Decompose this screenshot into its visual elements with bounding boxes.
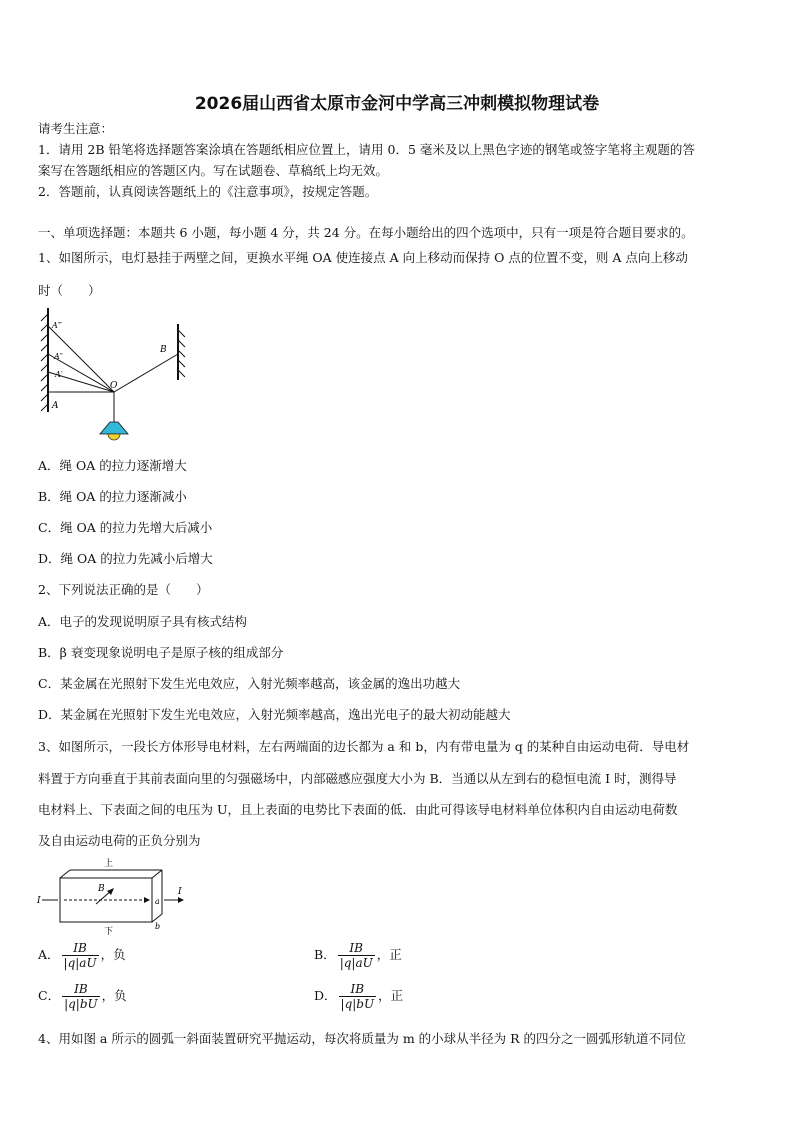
option-letter: C．	[38, 988, 61, 1003]
option-letter: B．	[314, 947, 336, 962]
label-a3: A‴	[52, 321, 62, 330]
q3-option-c	[38, 982, 127, 1011]
numerator: IB	[73, 941, 87, 955]
q2-option-d: D．某金属在光照射下发生光电效应，入射光频率越高，逸出光电子的最大初动能越大	[38, 707, 511, 722]
fraction	[339, 982, 377, 1011]
q1-figure	[38, 304, 198, 448]
label-a2: A″	[54, 352, 63, 361]
denominator: |q|aU	[63, 956, 97, 970]
notice-heading: 请考生注意：	[38, 121, 114, 136]
label-o: O	[110, 381, 118, 391]
label-i-right: I	[178, 887, 182, 897]
q1-stem-line-1: 1、如图所示，电灯悬挂于两壁之间，更换水平绳 OA 使连接点 A 向上移动而保持 O 点的位置不变，则 A 点向上移动	[38, 250, 688, 265]
q3-stem-line-2: 料置于方向垂直于其前表面向里的匀强磁场中，内部磁感应强度大小为 B．当通以从左到右的稳恒电流 I 时，测得导	[38, 771, 677, 786]
q3-option-b	[314, 941, 402, 970]
section-heading: 一、单项选择题：本题共 6 小题，每小题 4 分，共 24 分。在每小题给出的四个选项中，只有一项是符合题目要求的。	[38, 225, 694, 240]
q2-option-b: B．β 衰变现象说明电子是原子核的组成部分	[38, 645, 284, 660]
q3-figure	[36, 856, 186, 938]
q3-option-a	[38, 941, 126, 970]
page-title: 2026届山西省太原市金河中学高三冲刺模拟物理试卷	[194, 94, 600, 114]
q1-option-b: B．绳 OA 的拉力逐渐减小	[38, 489, 187, 504]
label-a: a	[155, 897, 160, 906]
q3-option-d	[314, 982, 403, 1011]
q3-stem-line-3: 电材料上、下表面之间的电压为 U，且上表面的电势比下表面的低．由此可得该导电材料单位体积内自由运动电荷数	[38, 802, 678, 817]
option-sign: ，负	[101, 988, 127, 1003]
label-a1: A′	[55, 370, 63, 379]
numerator: IB	[74, 982, 88, 996]
option-letter: D．	[314, 988, 337, 1003]
numerator: IB	[349, 941, 363, 955]
q1-stem-line-2: 时（ ）	[38, 283, 101, 298]
notice-line-2: 2．答题前，认真阅读答题纸上的《注意事项》，按规定答题。	[38, 184, 378, 199]
notice-line-1b: 案写在答题纸相应的答题区内。写在试题卷、草稿纸上均无效。	[38, 163, 389, 178]
option-sign: ，负	[100, 947, 126, 962]
label-a: A	[52, 401, 59, 411]
option-letter: A．	[38, 947, 60, 962]
fraction	[62, 982, 100, 1011]
q3-stem-line-4: 及自由运动电荷的正负分别为	[38, 833, 201, 848]
label-i-left: I	[37, 896, 41, 906]
label-b-field: B	[98, 884, 105, 894]
q1-option-a: A．绳 OA 的拉力逐渐增大	[38, 458, 187, 473]
label-b: B	[160, 345, 167, 355]
option-sign: ，正	[376, 947, 402, 962]
denominator: |q|bU	[64, 997, 98, 1011]
denominator: |q|bU	[340, 997, 375, 1011]
notice-line-1: 1．请用 2B 铅笔将选择题答案涂填在答题纸相应位置上，请用 0．5 毫米及以上黑色字迹的钢笔或签字笔将主观题的答	[38, 142, 695, 157]
q2-option-c: C．某金属在光照射下发生光电效应，入射光频率越高，该金属的逸出功越大	[38, 676, 461, 691]
fraction	[338, 941, 375, 970]
label-bottom: 下	[104, 927, 114, 937]
q2-option-a: A．电子的发现说明原子具有核式结构	[38, 614, 248, 629]
q1-option-c: C．绳 OA 的拉力先增大后减小	[38, 520, 213, 535]
q3-stem-line-1: 3、如图所示，一段长方体形导电材料，左右两端面的边长都为 a 和 b，内有带电量为 q 的某种自由运动电荷．导电材	[38, 739, 690, 754]
option-sign: ，正	[378, 988, 404, 1003]
q1-option-d: D．绳 OA 的拉力先减小后增大	[38, 551, 213, 566]
label-top: 上	[104, 859, 114, 869]
label-b: b	[155, 922, 161, 931]
numerator: IB	[350, 982, 365, 996]
q2-stem: 2、下列说法正确的是（ ）	[38, 582, 209, 597]
denominator: |q|aU	[339, 956, 373, 970]
q4-stem-line-1: 4、用如图 a 所示的圆弧一斜面装置研究平抛运动，每次将质量为 m 的小球从半径为 R 的四分之一圆弧形轨道不同位	[38, 1031, 687, 1046]
fraction	[62, 941, 99, 970]
